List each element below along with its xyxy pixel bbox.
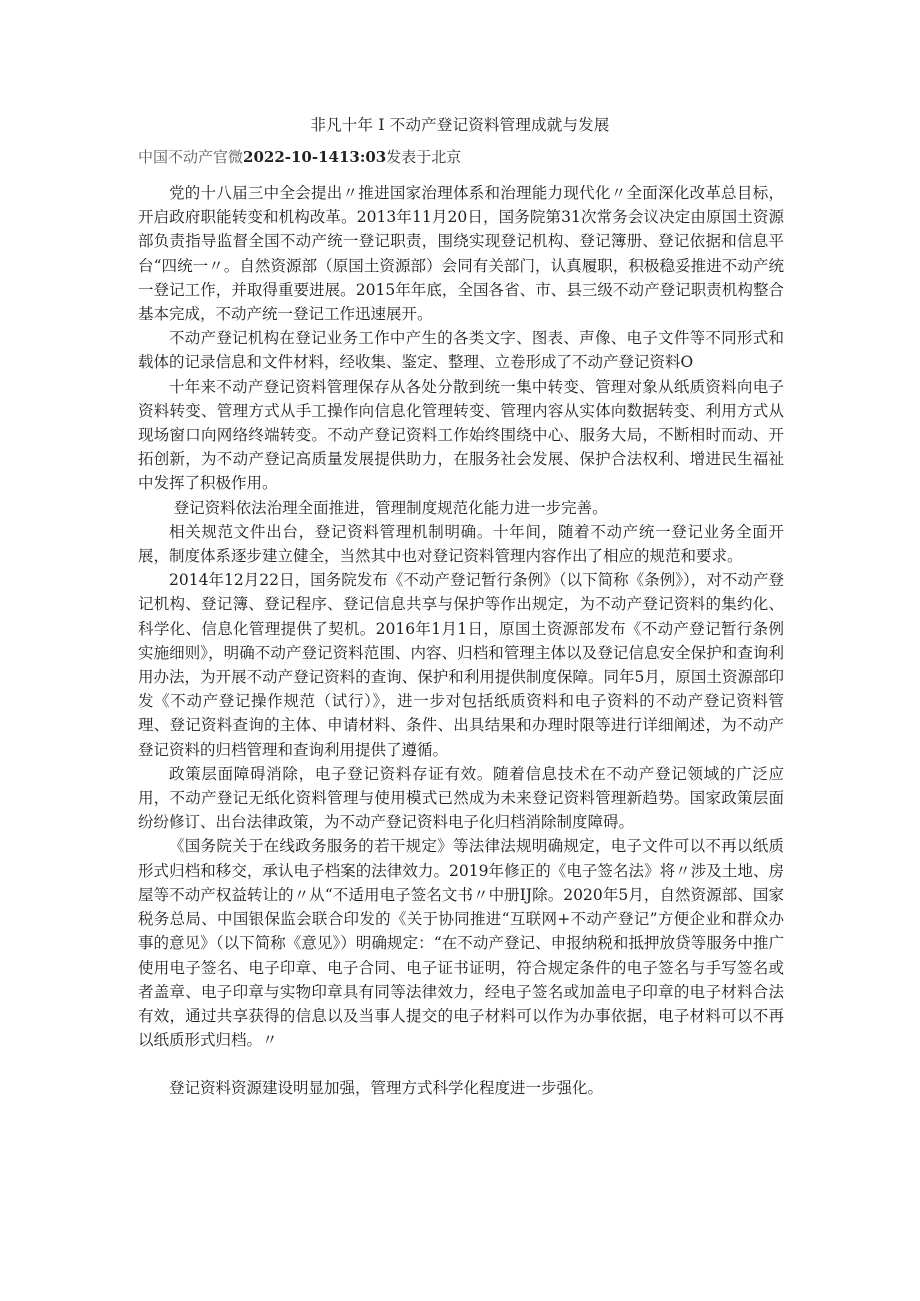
paragraph: 相关规范文件出台，登记资料管理机制明确。十年间，随着不动产统一登记业务全面开展，制度体系逐步建立健全，当然其中也对登记资料管理内容作出了相应的规范和要求。 xyxy=(138,522,784,566)
article-title: 非凡十年 I 不动产登记资料管理成就与发展 xyxy=(310,116,610,134)
paragraph: 不动产登记机构在登记业务工作中产生的各类文字、图表、声像、电子文件等不同形式和载体的记录信息和文件材料，经收集、鉴定、整理、立卷形成了不动产登记资料O xyxy=(138,329,784,372)
paragraph: 2014年12月22日，国务院发布《不动产登记暂行条例》（以下简称《条例》），对不动产登记机构、登记簿、登记程序、登记信息共享与保护等作出规定，为不动产登记资料的集约化、科学化、信息化管理提供了契机。2016年1月1日，原国土资源部发布《不动产登记暂行条例实施细则》，明确不动产登记资料范围、内容、归档和管理主体以及登记信息安全保护和查询利用办法，为开展不动产登记资料的查询、保护和利用提供制度保障。同年5月，原国土资源部印发《不动产登记操作规范（试行）》，进一步对包括纸质资料和电子资料的不动产登记资料管理、登记资料查询的主体、申请材料、条件、出具结果和办理时限等进行详细阐述，为不动产登记资料的归档管理和查询利用提供了遵循。 xyxy=(138,571,784,759)
section-heading: 登记资料资源建设明显加强，管理方式科学化程度进一步强化。 xyxy=(169,1079,604,1098)
article-body xyxy=(138,181,784,1101)
section-heading: 登记资料依法治理全面推进，管理制度规范化能力进一步完善。 xyxy=(173,498,608,517)
byline-source: 中国不动产官微 xyxy=(138,148,244,166)
byline-location: 发表于北京 xyxy=(386,148,462,166)
paragraph: 《国务院关于在线政务服务的若干规定》等法律法规明确规定，电子文件可以不再以纸质形式归档和移交，承认电子档案的法律效力。2019年修正的《电子签名法》将〃涉及土地、房屋等不动产权益转让的〃从“不适用电子签名文书〃中册IJ除。2020年5月，自然资源部、国家税务总局、中国银保监会联合印发的《关于协同推进“互联网+不动产登记”方便企业和群众办事的意见》（以下简称《意见》）明确规定：“在不动产登记、申报纳税和抵押放贷等服务中推广使用电子签名、电子印章、电子合同、电子证书证明，符合规定条件的电子签名与手写签名或者盖章、电子印章与实物印章具有同等法律效力，经电子签名或加盖电子印章的电子材料合法有效，通过共享获得的信息以及当事人提交的电子材料可以作为办事依据，电子材料可以不再以纸质形式归档。〃 xyxy=(138,837,784,1050)
paragraph: 党的十八届三中全会提出〃推进国家治理体系和治理能力现代化〃全面深化改革总目标，开启政府职能转变和机构改革。2013年11月20日，国务院第31次常务会议决定由原国土资源部负责指导监督全国不动产统一登记职责，围绕实现登记机构、登记簿册、登记依据和信息平台“四统一〃。自然资源部（原国土资源部）会同有关部门，认真履职，积极稳妥推进不动产统一登记工作，并取得重要进展。2015年年底，全国各省、市、县三级不动产登记职责机构整合基本完成，不动产统一登记工作迅速展开。 xyxy=(138,184,784,324)
paragraph: 十年来不动产登记资料管理保存从各处分散到统一集中转变、管理对象从纸质资料向电子资料转变、管理方式从手工操作向信息化管理转变、管理内容从实体向数据转变、利用方式从现场窗口向网络终端转变。不动产登记资料工作始终围绕中心、服务大局，不断相时而动、开拓创新，为不动产登记高质量发展提供助力，在服务社会发展、保护合法权利、增进民生福祉中发挥了积极作用。 xyxy=(138,377,784,493)
article-byline xyxy=(138,146,461,168)
paragraph: 政策层面障碍消除，电子登记资料存证有效。随着信息技术在不动产登记领域的广泛应用，不动产登记无纸化资料管理与使用模式已然成为未来登记资料管理新趋势。国家政策层面纷纷修订、出台法律政策，为不动产登记资料电子化归档消除制度障碍。 xyxy=(138,764,784,832)
byline-timestamp: 2022-10-1413:03 xyxy=(243,148,387,166)
